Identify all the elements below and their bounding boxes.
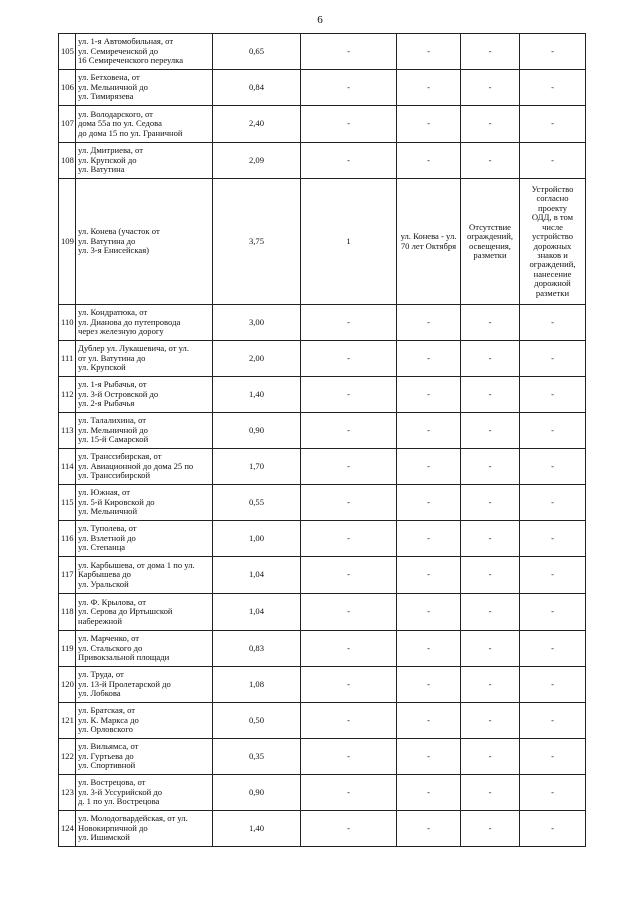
road-description: ул. Вострецова, от ул. 3-й Уссурийской до д. 1 по ул. Вострецова <box>76 775 213 811</box>
road-description: ул. Карбышева, от дома 1 по ул. Карбышева до ул. Уральской <box>76 557 213 594</box>
col-measures: - <box>520 594 586 631</box>
col-measures: - <box>520 34 586 70</box>
col-section: - <box>397 811 461 847</box>
row-number: 113 <box>59 413 76 449</box>
col-measures: - <box>520 70 586 106</box>
road-length: 1,04 <box>213 594 301 631</box>
road-length: 0,50 <box>213 703 301 739</box>
col-section: - <box>397 305 461 341</box>
col-deficiency: - <box>461 143 520 179</box>
row-number: 124 <box>59 811 76 847</box>
road-length: 2,09 <box>213 143 301 179</box>
row-number: 123 <box>59 775 76 811</box>
row-number: 121 <box>59 703 76 739</box>
col-deficiency: - <box>461 667 520 703</box>
road-length: 3,75 <box>213 179 301 305</box>
col-section: ул. Конева - ул. 70 лет Октября <box>397 179 461 305</box>
road-length: 1,00 <box>213 521 301 557</box>
col-count: - <box>301 667 397 703</box>
col-measures: Устройство согласно проекту ОДД, в том числе устройство дорожных знаков и ограждений, нанесение дорожной разметки <box>520 179 586 305</box>
road-length: 0,84 <box>213 70 301 106</box>
row-number: 109 <box>59 179 76 305</box>
col-measures: - <box>520 377 586 413</box>
col-deficiency: - <box>461 34 520 70</box>
row-number: 115 <box>59 485 76 521</box>
col-count: - <box>301 143 397 179</box>
road-length: 0,83 <box>213 631 301 667</box>
road-description: ул. Транссибирская, от ул. Авиационной до дома 25 по ул. Транссибирской <box>76 449 213 485</box>
col-count: - <box>301 106 397 143</box>
col-section: - <box>397 449 461 485</box>
row-number: 110 <box>59 305 76 341</box>
col-deficiency: - <box>461 739 520 775</box>
col-section: - <box>397 341 461 377</box>
page-number: 6 <box>317 14 323 26</box>
col-count: - <box>301 703 397 739</box>
col-count: - <box>301 811 397 847</box>
col-deficiency: - <box>461 811 520 847</box>
col-count: - <box>301 413 397 449</box>
col-count: - <box>301 70 397 106</box>
table-row <box>59 811 586 847</box>
col-deficiency: - <box>461 106 520 143</box>
road-description: ул. Талалихина, от ул. Мельничной до ул. 15-й Самарской <box>76 413 213 449</box>
col-measures: - <box>520 703 586 739</box>
road-description: ул. Туполева, от ул. Взлетной до ул. Степанца <box>76 521 213 557</box>
col-count: - <box>301 485 397 521</box>
road-length: 0,90 <box>213 413 301 449</box>
road-description: ул. Бетховена, от ул. Мельничной до ул. Тимирязева <box>76 70 213 106</box>
table-row <box>59 143 586 179</box>
col-measures: - <box>520 521 586 557</box>
road-length: 1,40 <box>213 811 301 847</box>
row-number: 116 <box>59 521 76 557</box>
col-deficiency: - <box>461 557 520 594</box>
table-row <box>59 377 586 413</box>
col-measures: - <box>520 667 586 703</box>
row-number: 106 <box>59 70 76 106</box>
col-measures: - <box>520 811 586 847</box>
row-number: 120 <box>59 667 76 703</box>
col-count: - <box>301 775 397 811</box>
col-deficiency: - <box>461 521 520 557</box>
table-row <box>59 106 586 143</box>
road-length: 0,35 <box>213 739 301 775</box>
row-number: 107 <box>59 106 76 143</box>
col-measures: - <box>520 341 586 377</box>
col-deficiency: - <box>461 305 520 341</box>
table-row <box>59 34 586 70</box>
col-deficiency: - <box>461 70 520 106</box>
col-measures: - <box>520 305 586 341</box>
table-row <box>59 341 586 377</box>
road-description: ул. Володарского, от дома 55а по ул. Седова до дома 15 по ул. Граничной <box>76 106 213 143</box>
road-description: ул. 1-я Автомобильная, от ул. Семиреченской до 16 Семиреченского переулка <box>76 34 213 70</box>
road-description: ул. Южная, от ул. 5-й Кировской до ул. Мельничной <box>76 485 213 521</box>
col-measures: - <box>520 449 586 485</box>
col-measures: - <box>520 775 586 811</box>
col-section: - <box>397 70 461 106</box>
col-deficiency: - <box>461 775 520 811</box>
row-number: 108 <box>59 143 76 179</box>
col-measures: - <box>520 631 586 667</box>
col-section: - <box>397 631 461 667</box>
col-deficiency: Отсутствие ограждений, освещения, разметки <box>461 179 520 305</box>
row-number: 111 <box>59 341 76 377</box>
road-description: ул. Вильямса, от ул. Гуртьева до ул. Спортивной <box>76 739 213 775</box>
table-row <box>59 485 586 521</box>
road-description: ул. Молодогвардейская, от ул. Новокирпичной до ул. Ишимской <box>76 811 213 847</box>
table-row <box>59 594 586 631</box>
road-length: 1,40 <box>213 377 301 413</box>
col-measures: - <box>520 143 586 179</box>
road-description: ул. Дмитриева, от ул. Крупской до ул. Ватутина <box>76 143 213 179</box>
col-deficiency: - <box>461 377 520 413</box>
col-deficiency: - <box>461 449 520 485</box>
table-row <box>59 521 586 557</box>
road-length: 2,00 <box>213 341 301 377</box>
row-number: 105 <box>59 34 76 70</box>
table-row <box>59 557 586 594</box>
table-row <box>59 775 586 811</box>
road-length: 1,70 <box>213 449 301 485</box>
col-measures: - <box>520 739 586 775</box>
col-section: - <box>397 413 461 449</box>
table-row <box>59 70 586 106</box>
col-count: - <box>301 631 397 667</box>
col-measures: - <box>520 485 586 521</box>
row-number: 119 <box>59 631 76 667</box>
row-number: 117 <box>59 557 76 594</box>
col-count: - <box>301 377 397 413</box>
col-section: - <box>397 594 461 631</box>
col-count: - <box>301 739 397 775</box>
col-deficiency: - <box>461 703 520 739</box>
col-count: - <box>301 34 397 70</box>
col-deficiency: - <box>461 413 520 449</box>
col-measures: - <box>520 557 586 594</box>
col-section: - <box>397 521 461 557</box>
col-section: - <box>397 557 461 594</box>
road-description: ул. Ф. Крылова, от ул. Серова до Иртышской набережной <box>76 594 213 631</box>
road-length: 0,55 <box>213 485 301 521</box>
table-row <box>59 179 586 305</box>
road-length: 0,90 <box>213 775 301 811</box>
road-length: 2,40 <box>213 106 301 143</box>
road-description: ул. Конева (участок от ул. Ватутина до ул. 3-я Енисейская) <box>76 179 213 305</box>
road-description: ул. Кондратюка, от ул. Дианова до путепровода через железную дорогу <box>76 305 213 341</box>
table-row <box>59 667 586 703</box>
row-number: 122 <box>59 739 76 775</box>
roads-table <box>58 33 586 847</box>
table-row <box>59 449 586 485</box>
table-row <box>59 703 586 739</box>
col-deficiency: - <box>461 594 520 631</box>
table-row <box>59 413 586 449</box>
table-row <box>59 739 586 775</box>
road-description: ул. Труда, от ул. 13-й Пролетарской до ул. Лобкова <box>76 667 213 703</box>
col-deficiency: - <box>461 485 520 521</box>
road-description: ул. 1-я Рыбачья, от ул. 3-й Островской до ул. 2-я Рыбачья <box>76 377 213 413</box>
col-section: - <box>397 485 461 521</box>
road-length: 0,65 <box>213 34 301 70</box>
col-section: - <box>397 34 461 70</box>
road-length: 1,04 <box>213 557 301 594</box>
col-count: 1 <box>301 179 397 305</box>
col-section: - <box>397 667 461 703</box>
road-description: ул. Марченко, от ул. Стальского до Привокзальной площади <box>76 631 213 667</box>
col-count: - <box>301 594 397 631</box>
road-length: 3,00 <box>213 305 301 341</box>
table-row <box>59 305 586 341</box>
row-number: 112 <box>59 377 76 413</box>
col-deficiency: - <box>461 631 520 667</box>
col-count: - <box>301 305 397 341</box>
col-count: - <box>301 521 397 557</box>
table-row <box>59 631 586 667</box>
col-measures: - <box>520 413 586 449</box>
row-number: 118 <box>59 594 76 631</box>
col-section: - <box>397 775 461 811</box>
col-count: - <box>301 557 397 594</box>
col-section: - <box>397 143 461 179</box>
col-section: - <box>397 703 461 739</box>
col-section: - <box>397 377 461 413</box>
col-count: - <box>301 449 397 485</box>
row-number: 114 <box>59 449 76 485</box>
road-description: Дублер ул. Лукашевича, от ул. от ул. Ватутина до ул. Крупской <box>76 341 213 377</box>
road-description: ул. Братская, от ул. К. Маркса до ул. Орловского <box>76 703 213 739</box>
col-section: - <box>397 106 461 143</box>
col-deficiency: - <box>461 341 520 377</box>
col-count: - <box>301 341 397 377</box>
col-measures: - <box>520 106 586 143</box>
col-section: - <box>397 739 461 775</box>
road-length: 1,08 <box>213 667 301 703</box>
